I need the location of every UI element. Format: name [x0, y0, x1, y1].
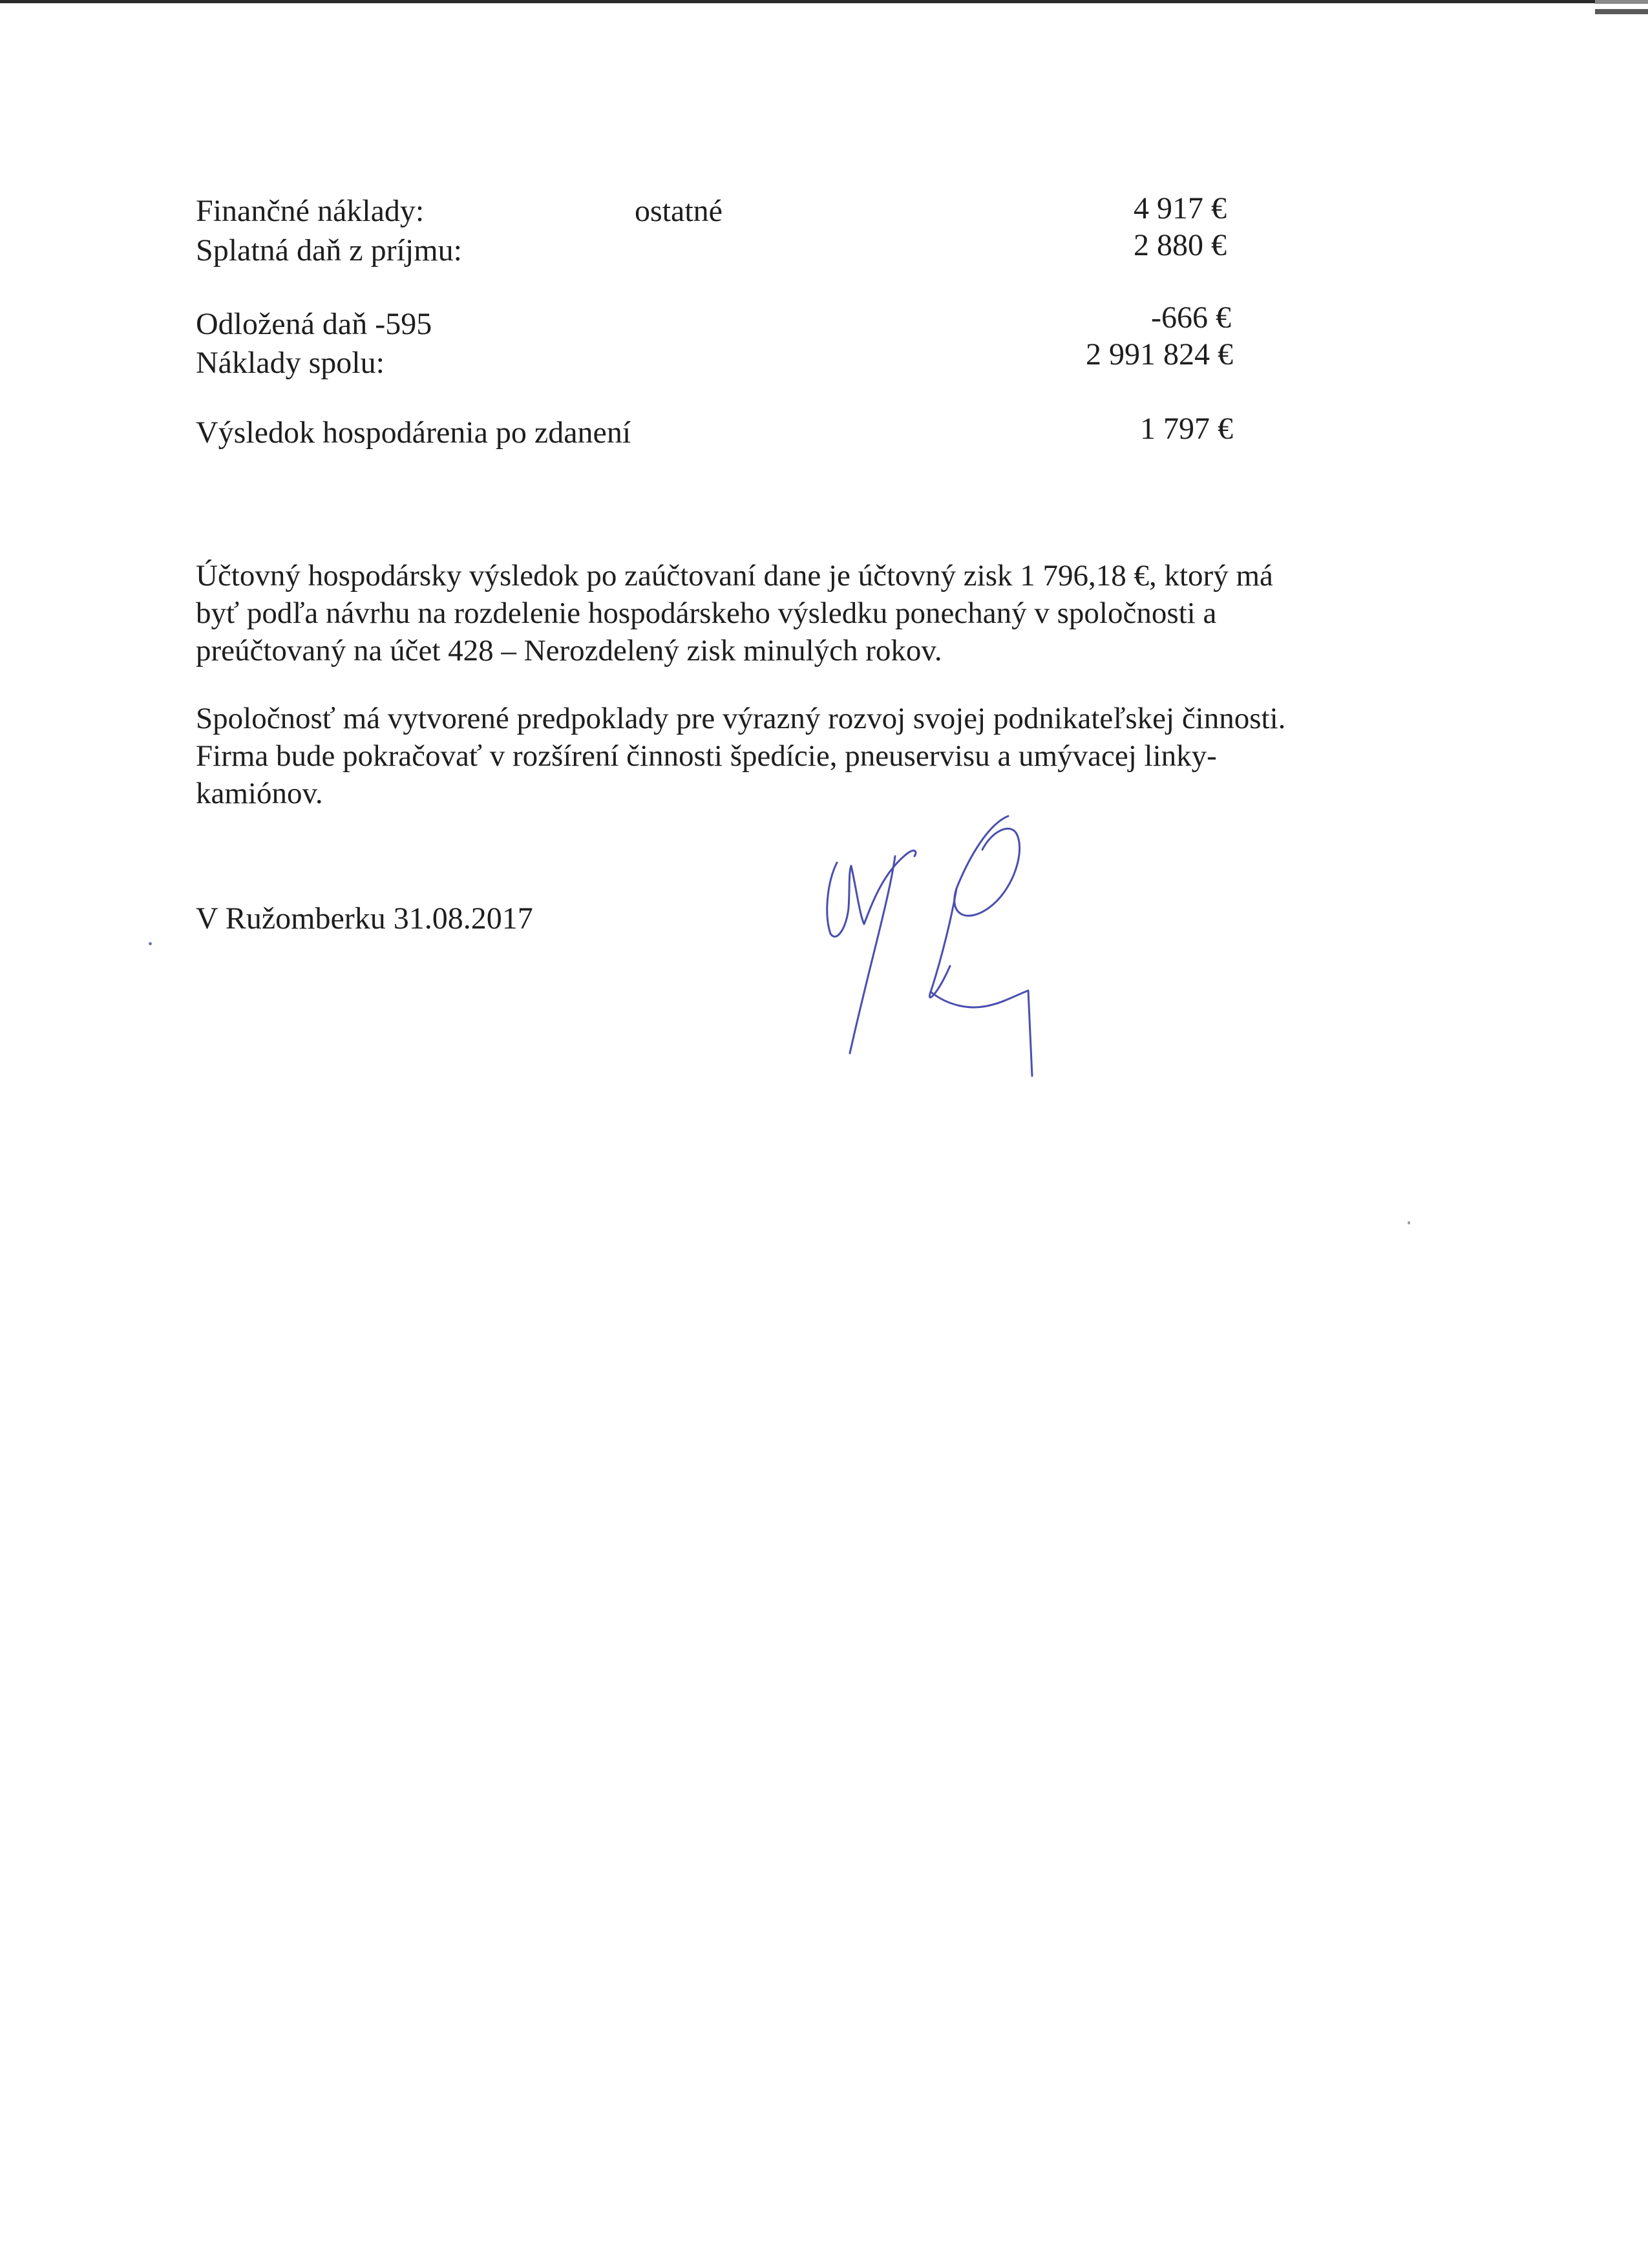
profit-paragraph-line: preúčtovaný na účet 428 – Nerozdelený zisk minulých rokov.	[196, 634, 942, 667]
place-date: V Ružomberku 31.08.2017	[196, 901, 533, 936]
income-tax-label: Splatná daň z príjmu:	[196, 233, 462, 268]
scan-edge-corner	[1595, 0, 1648, 19]
result-after-tax-value: 1 797 €	[1140, 412, 1233, 446]
profit-paragraph	[196, 557, 1424, 669]
outlook-paragraph-line: Spoločnosť má vytvorené predpoklady pre výrazný rozvoj svojej podnikateľskej činnosti.	[196, 702, 1286, 735]
financial-costs-value: 4 917 €	[1134, 191, 1227, 226]
result-after-tax-label: Výsledok hospodárenia po zdanení	[196, 415, 631, 450]
financial-costs-label: Finančné náklady:	[196, 194, 425, 228]
total-costs-label: Náklady spolu:	[196, 346, 385, 380]
outlook-paragraph	[196, 700, 1424, 812]
scan-edge-top	[0, 0, 1598, 3]
scan-speck	[149, 942, 152, 945]
deferred-tax-value: -666 €	[1151, 300, 1231, 335]
outlook-paragraph-line: kamiónov.	[196, 777, 323, 810]
deferred-tax-label: Odložená daň -595	[196, 307, 432, 341]
total-costs-value: 2 991 824 €	[1086, 337, 1233, 372]
outlook-paragraph-line: Firma bude pokračovať v rozšírení činnosti špedície, pneuservisu a umývacej linky-	[196, 739, 1217, 773]
handwritten-signature	[811, 811, 1076, 1092]
profit-paragraph-line: byť podľa návrhu na rozdelenie hospodárskeho výsledku ponechaný v spoločnosti a	[196, 596, 1217, 630]
scan-speck	[1408, 1221, 1410, 1224]
income-tax-value: 2 880 €	[1134, 228, 1227, 262]
financial-costs-note: ostatné	[635, 194, 723, 228]
profit-paragraph-line: Účtovný hospodársky výsledok po zaúčtovaní dane je účtovný zisk 1 796,18 €, ktorý má	[196, 559, 1273, 593]
